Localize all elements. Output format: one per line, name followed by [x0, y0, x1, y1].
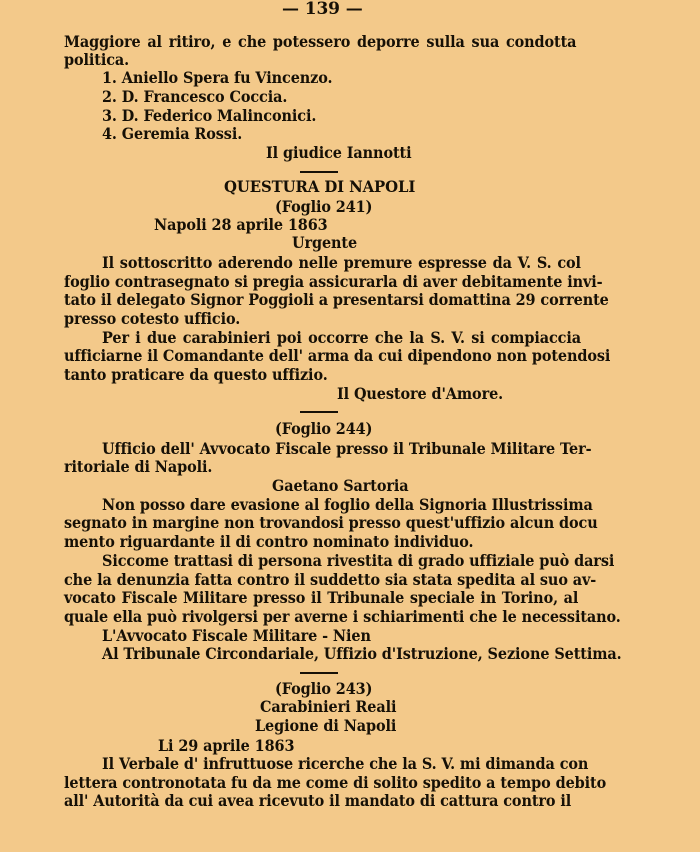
signature-line: Il Questore d'Amore.: [337, 384, 504, 403]
text-line: ufficiarne il Comandante dell' arma da cui dipendono non potendosi: [64, 346, 611, 365]
date-line: Napoli 28 aprile 1863: [154, 215, 328, 234]
text-line: presso cotesto ufficio.: [64, 309, 241, 328]
text-line: Non posso dare evasione al foglio della Signoria Illustrissima: [102, 495, 593, 514]
section-divider: [300, 672, 338, 674]
list-item: 4. Geremia Rossi.: [102, 124, 243, 143]
text-line: Al Tribunale Circondariale, Uffizio d'Istruzione, Sezione Settima.: [102, 644, 622, 663]
text-line: foglio contrasegnato si pregia assicurarla di aver debitamente invi-: [64, 272, 603, 291]
foglio-label: (Foglio 241): [275, 197, 373, 216]
date-line: Li 29 aprile 1863: [158, 736, 295, 755]
text-line: quale ella può rivolgersi per averne i schiarimenti che le necessitano.: [64, 607, 621, 626]
text-line: Legione di Napoli: [255, 716, 397, 735]
text-line: all' Autorità da cui avea ricevuto il mandato di cattura contro il: [64, 791, 572, 810]
text-line: Urgente: [292, 233, 358, 252]
signature-line: Il giudice Iannotti: [266, 143, 412, 162]
text-line: Gaetano Sartoria: [272, 476, 409, 495]
section-divider: [300, 171, 338, 173]
signature-line: L'Avvocato Fiscale Militare - Nien: [102, 626, 371, 645]
list-item: 1. Aniello Spera fu Vincenzo.: [102, 68, 333, 87]
text-line: Siccome trattasi di persona rivestita di grado uffiziale può darsi: [102, 551, 615, 570]
list-item: 2. D. Francesco Coccia.: [102, 87, 288, 106]
foglio-label: (Foglio 244): [275, 419, 373, 438]
section-heading: QUESTURA DI NAPOLI: [224, 177, 416, 196]
text-line: segnato in margine non trovandosi presso quest'uffizio alcun docu: [64, 513, 598, 532]
text-line: Il Verbale d' infruttuose ricerche che la S. V. mi dimanda con: [102, 754, 589, 773]
text-line: vocato Fiscale Militare presso il Tribunale speciale in Torino, al: [64, 588, 579, 607]
list-item: 3. D. Federico Malinconici.: [102, 106, 317, 125]
text-line: mento riguardante il di contro nominato individuo.: [64, 532, 474, 551]
section-divider: [300, 411, 338, 413]
text-line: lettera contronotata fu da me come di solito spedito a tempo debito: [64, 773, 607, 792]
text-line: Ufficio dell' Avvocato Fiscale presso il Tribunale Militare Ter-: [102, 439, 592, 458]
text-line: Per i due carabinieri poi occorre che la S. V. si compiaccia: [102, 328, 581, 347]
text-line: tanto praticare da questo uffizio.: [64, 365, 328, 384]
text-line: che la denunzia fatta contro il suddetto sia stata spedita al suo av-: [64, 570, 597, 589]
page-number: — 139 —: [282, 0, 363, 19]
text-line: politica.: [64, 50, 130, 69]
foglio-label: (Foglio 243): [275, 679, 373, 698]
text-line: tato il delegato Signor Poggioli a presentarsi domattina 29 corrente: [64, 290, 609, 309]
text-line: Carabinieri Reali: [260, 697, 397, 716]
text-line: Maggiore al ritiro, e che potessero deporre sulla sua condotta: [64, 32, 577, 51]
text-line: Il sottoscritto aderendo nelle premure espresse da V. S. col: [102, 253, 581, 272]
text-line: ritoriale di Napoli.: [64, 457, 213, 476]
